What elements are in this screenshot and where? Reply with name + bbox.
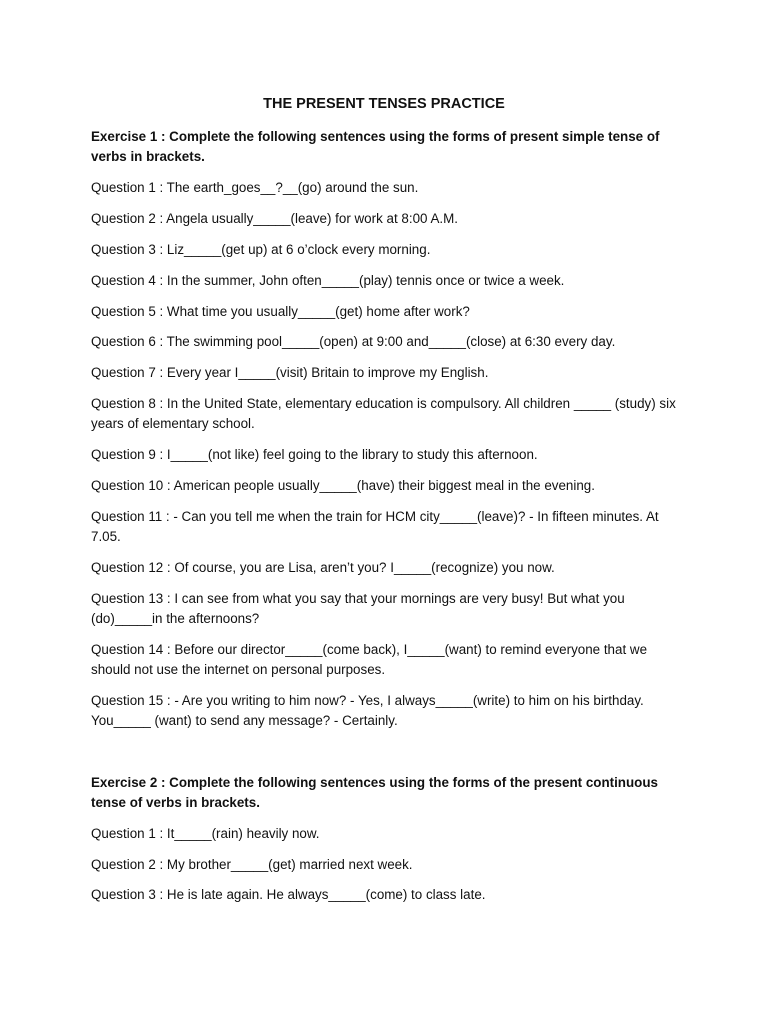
exercise-1-question-6: Question 6 : The swimming pool_____(open) at 9:00 and_____(close) at 6:30 every day. (91, 334, 616, 349)
exercise-1-question-9: Question 9 : I_____(not like) feel going to the library to study this afternoon. (91, 447, 538, 462)
exercise-2-question-2: Question 2 : My brother_____(get) married next week. (91, 857, 413, 872)
exercise-1-question-2: Question 2 : Angela usually_____(leave) for work at 8:00 A.M. (91, 211, 458, 226)
exercise-2-question-3: Question 3 : He is late again. He always_____(come) to class late. (91, 887, 486, 902)
exercise-2-heading: Exercise 2 : Complete the following sentences using the forms of the present continuous tense of verbs in brackets. (91, 775, 658, 810)
exercise-1-question-3: Question 3 : Liz_____(get up) at 6 o’clock every morning. (91, 242, 431, 257)
exercise-1-question-14: Question 14 : Before our director_____(come back), I_____(want) to remind everyone that we should not use the internet on personal purposes. (91, 642, 648, 677)
exercise-1-question-15: Question 15 : - Are you writing to him now? - Yes, I always_____(write) to him on his birthday. You_____ (want) to send any message? - Certainly. (91, 693, 644, 728)
exercise-1-question-13: Question 13 : I can see from what you say that your mornings are very busy! But what you (do)_____in the afternoons? (91, 591, 625, 626)
exercise-1-heading: Exercise 1 : Complete the following sentences using the forms of present simple tense of verbs in brackets. (91, 129, 660, 164)
exercise-1-question-10: Question 10 : American people usually_____(have) their biggest meal in the evening. (91, 478, 595, 493)
exercise-1-question-11: Question 11 : - Can you tell me when the train for HCM city_____(leave)? - In fifteen minutes. At 7.05. (91, 509, 659, 544)
exercise-1-question-12: Question 12 : Of course, you are Lisa, aren’t you? I_____(recognize) you now. (91, 560, 555, 575)
exercise-2-question-1: Question 1 : It_____(rain) heavily now. (91, 826, 320, 841)
page-title: THE PRESENT TENSES PRACTICE (263, 96, 505, 112)
exercise-1-question-8: Question 8 : In the United State, elementary education is compulsory. All children _____ (study) six years of elementary school. (91, 396, 676, 431)
exercise-1-question-5: Question 5 : What time you usually_____(get) home after work? (91, 304, 470, 319)
exercise-1-question-1: Question 1 : The earth_goes__?__(go) around the sun. (91, 180, 419, 195)
exercise-1-question-4: Question 4 : In the summer, John often_____(play) tennis once or twice a week. (91, 273, 565, 288)
exercise-1-question-7: Question 7 : Every year I_____(visit) Britain to improve my English. (91, 365, 489, 380)
